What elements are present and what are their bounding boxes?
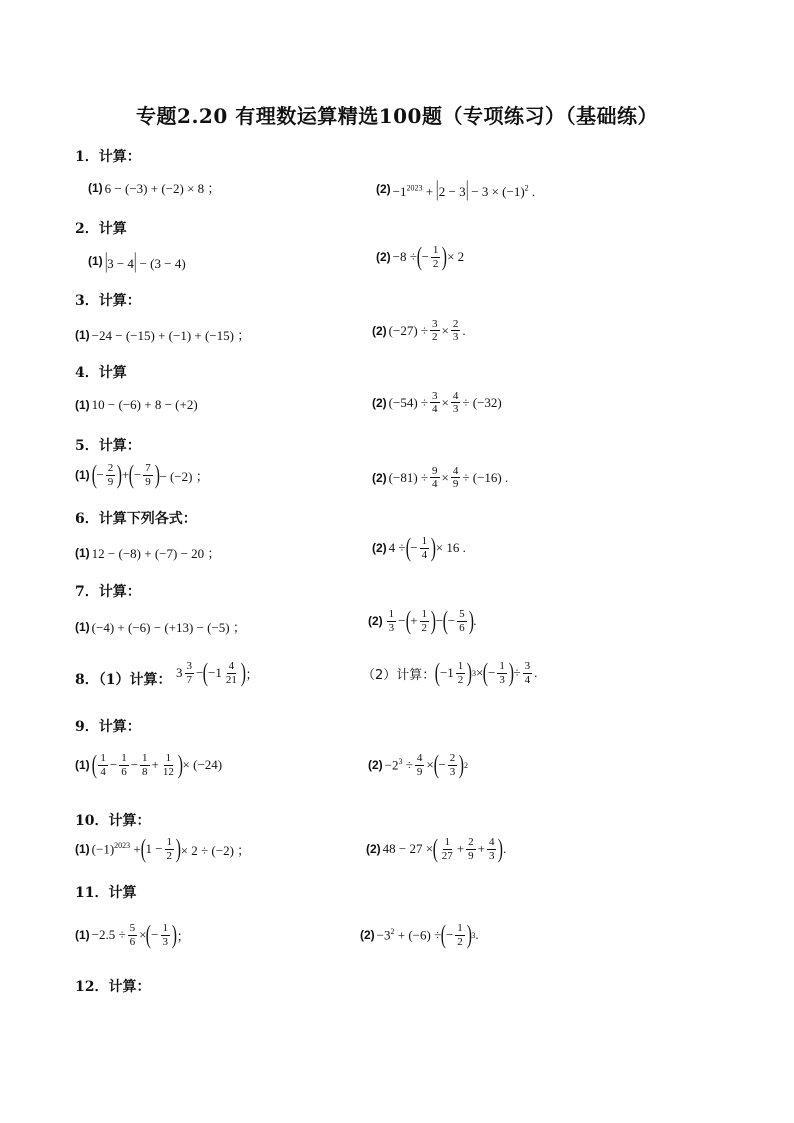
part-label: (2) bbox=[372, 541, 387, 555]
q8-part2-label: （2）计算： bbox=[362, 667, 436, 683]
q2-part2-expression: (2) −8 ÷ ( − $\frac{1}{2}$ ) × 2 bbox=[376, 242, 465, 271]
q8-part2-expression: （2）计算： ( −1 $\frac{1}{2}$ ) 3 × ( − $\frac{1}{3}$ ) ÷ $\frac{3}{4}$ . bbox=[362, 658, 538, 687]
part-label: (2) bbox=[366, 842, 381, 856]
question-8-label: 8．（1）计算： bbox=[75, 672, 172, 688]
part-label: (1) bbox=[75, 619, 90, 634]
part-label: (1) bbox=[88, 254, 103, 268]
q3-part1-expression: (1) −24 − (−15) + (−1) + (−15) ； bbox=[75, 327, 251, 343]
q3-part2-expression: (2) (−27) ÷ $\frac{3}{2}$ × $\frac{2}{3}$ . bbox=[372, 318, 466, 344]
part-label: (2) bbox=[372, 470, 387, 485]
part-label: (1) bbox=[75, 758, 90, 772]
page-title: 专题2.20 有理数运算精选100题（专项练习）（基础练） bbox=[136, 104, 658, 128]
q11-part2-expression: (2) $-3^2 + (-6)$ ÷ ( − $\frac{1}{2}$ ) 3 . bbox=[360, 920, 479, 949]
question-12-label: 12．计算： bbox=[75, 979, 151, 995]
q6-part1-expression: (1) 12 − (−8) + (−7) − 20 ； bbox=[75, 545, 221, 561]
part-label: (1) bbox=[75, 842, 90, 856]
part-label: (1) bbox=[75, 398, 90, 412]
q8-part1-expression: 3 $\frac{3}{7}$ − ( −1 $\frac{4}{21}$ ) ； bbox=[176, 658, 259, 687]
part-label: (2) bbox=[368, 758, 383, 772]
question-6-label: 6．计算下列各式： bbox=[75, 511, 197, 527]
part-label: (1) bbox=[75, 468, 90, 482]
part-label: (1) bbox=[75, 928, 90, 942]
q4-part1-expression: (1) 10 − (−6) + 8 − (+2) bbox=[75, 397, 198, 412]
q9-part1-expression: (1) ( $\frac{1}{4}$ − $\frac{1}{6}$ − $\frac{1}{8}$ + $\frac{1}{12}$ ) × (−24) bbox=[75, 750, 223, 779]
question-1-label: 1．计算： bbox=[75, 149, 141, 165]
q1-part2-expression: (2) $-1^{2023} + |2 - 3| - 3 \times (-1)^2$ . bbox=[376, 176, 536, 201]
question-3-label: 3．计算： bbox=[75, 293, 141, 309]
question-7-label: 7．计算： bbox=[75, 584, 141, 600]
q7-part2-expression: (2) $\frac{1}{3}$ − ( + $\frac{1}{2}$ ) − ( − $\frac{5}{6}$ ) . bbox=[368, 606, 477, 635]
question-11-label: 11．计算 bbox=[75, 885, 137, 901]
part-label: (1) bbox=[75, 545, 90, 560]
q7-part1-expression: (1) (−4) + (−6) − (+13) − (−5) ； bbox=[75, 619, 246, 635]
question-9-label: 9．计算： bbox=[75, 719, 141, 735]
q11-part1-expression: (1) −2.5 ÷ $\frac{5}{6}$ × ( − $\frac{1}{3}$ ) ； bbox=[75, 920, 190, 949]
part-label: (1) bbox=[88, 180, 103, 195]
q2-part1-expression: (1) |3 − 4| − (3 − 4) bbox=[88, 248, 186, 273]
q4-part2-expression: (2) (−54) ÷ $\frac{3}{4}$ × $\frac{4}{3}$ ÷ (−32) bbox=[372, 390, 502, 416]
part-label: (1) bbox=[75, 327, 90, 342]
q9-part2-expression: (2) $-2^3$ ÷ $\frac{4}{9}$ × ( − $\frac{2}{3}$ ) 2 bbox=[368, 750, 468, 779]
q6-part2-expression: (2) 4 ÷ ( − $\frac{1}{4}$ ) × 16 . bbox=[372, 533, 466, 562]
question-5-label: 5．计算： bbox=[75, 438, 141, 454]
question-10-label: 10．计算： bbox=[75, 813, 151, 829]
part-label: (2) bbox=[372, 395, 387, 410]
part-label: (2) bbox=[376, 182, 391, 196]
question-4-label: 4．计算 bbox=[75, 365, 127, 381]
q10-part2-expression: (2) 48 − 27 × ( $\frac{1}{27}$ + $\frac{2}{9}$ + $\frac{4}{3}$ ) . bbox=[366, 834, 507, 863]
part-label: (2) bbox=[360, 928, 375, 942]
q10-part1-expression: (1) $(-1)^{2023}$ + ( 1 − $\frac{1}{2}$ ) × 2 ÷ (−2) ； bbox=[75, 834, 251, 863]
part-label: (2) bbox=[376, 250, 391, 264]
question-2-label: 2．计算 bbox=[75, 221, 127, 237]
part-label: (2) bbox=[372, 323, 387, 338]
part-label: (2) bbox=[368, 614, 383, 628]
q5-part1-expression: (1) ( − $\frac{2}{9}$ ) + ( − $\frac{7}{9}$ ) − (−2) ； bbox=[75, 460, 209, 489]
q5-part2-expression: (2) (−81) ÷ $\frac{9}{4}$ × $\frac{4}{9}$ ÷ (−16) . bbox=[372, 465, 509, 491]
q1-part1-expression: (1) 6 − (−3) + (−2) × 8 ； bbox=[88, 180, 221, 196]
